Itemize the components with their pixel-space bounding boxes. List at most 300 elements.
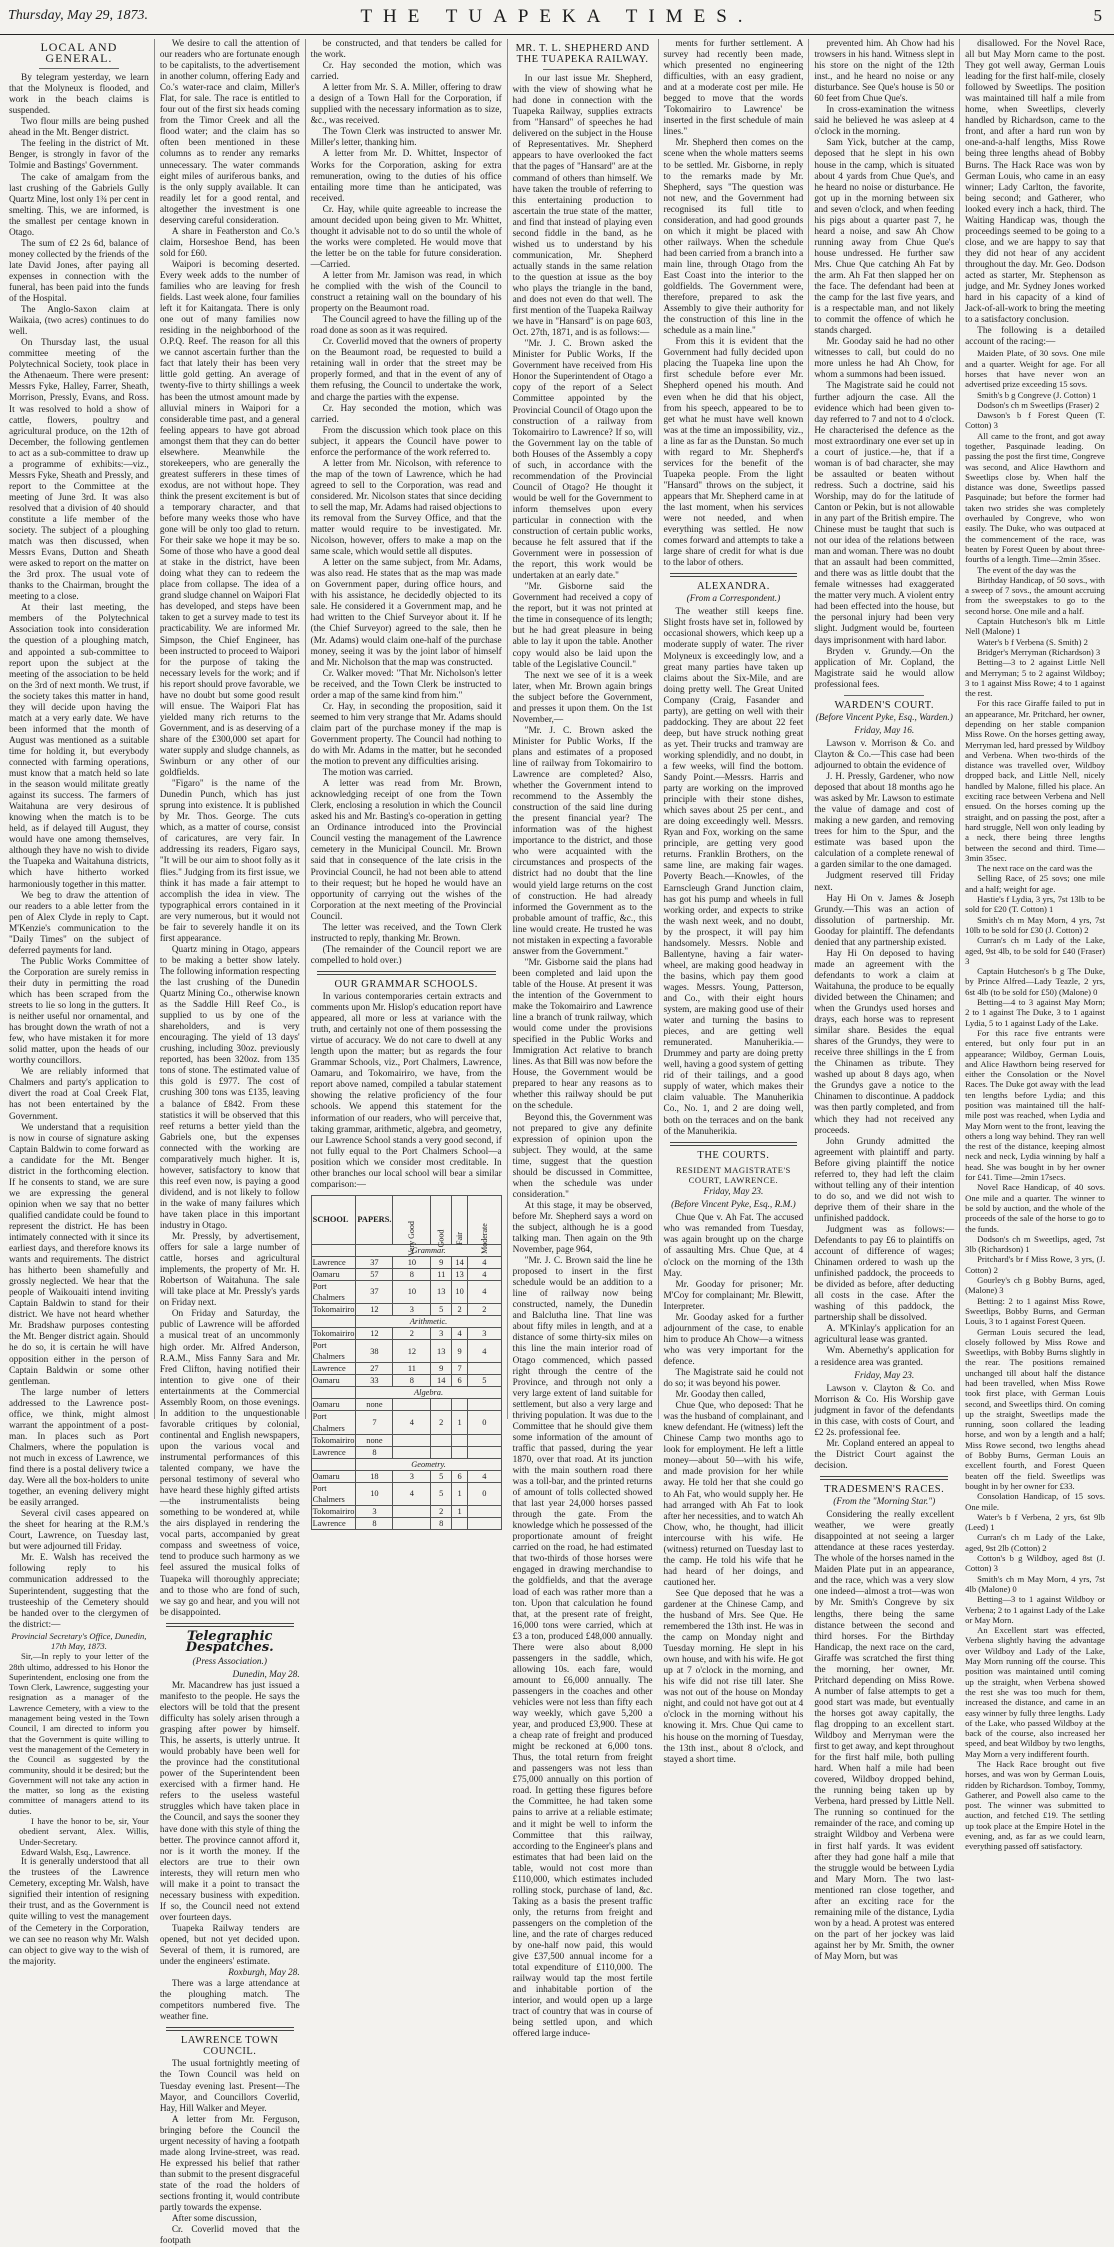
paragraph: Mr. Gooday then called, [675,1390,766,1401]
column-6 [808,39,959,1962]
rm-court-before: (Before Vincent Pyke, Esq., R.M.) [671,1200,796,1211]
paragraph: Betting—3 to 2 against Little Nell and Merryman; 5 to 2 against Wildboy; 3 to 1 against Miss Rowe; 4 to 1 against the rest. [965,657,1105,699]
section-heading-telegraphic: Telegraphic Despatches. [185,1628,274,1655]
paragraph: In cross-examination the witness said he believed he was asleep at 4 o'clock in the morning. [814,105,955,138]
paragraph: Mr. Pressly, by advertisement, offers for sale a large number of cattle, horses and agricultural implements, the property of Mr. H. Robertson of Waitahuna. The sale will take place at Mr. Pressly's yards on Friday next. [159,1232,300,1309]
warden-paragraphs-2 [814,1384,954,1472]
grammar-text: In various contemporaries certain extracts and comments upon Mr. Hislop's education report have appeared, all more or less at variance with the truth, and certainly not one of them possessing the virtue of accuracy. We do not care to dwell at any length upon the matter; but as regards the four Grammar Schools, viz., Port Chalmers, Lawrence, Oamaru, and Tokomairiro, we have, from the report above named, compiled a tabular statement showing the relative proficiency of the four schools. We append this statement for the information of our readers, who will perceive that, taking grammar, arithmetic, algebra, and geometry, our Lawrence School stands a very good second, if not fully equal to the Port Chalmers School—a position which we consider most creditable. In other branches our local school will bear a similar comparison:— [310,991,502,1190]
table-cell: 13 [452,1268,468,1280]
paragraph: Smith's b g Congreve (J. Cotton) 1 [977,389,1097,400]
table-row [311,1375,501,1387]
section-divider [844,695,924,696]
paragraph: The sum of £2 2s 6d, balance of money collected by the friends of the late David Jones, after paying all expenses in connection with the funeral, has been paid into the funds of the Hospital. [9,238,149,305]
paragraph: We beg to draw the attention of our readers to a able letter from the pen of Alex Clyde in reply to Capt. M'Kenzie's communication to the "Daily Times" on the subject of deferred payments for land. [9,890,149,956]
council-continued [311,39,502,967]
table-cell [452,1446,468,1458]
table-header-label: Very Good [407,1220,417,1256]
table-row [311,1280,501,1303]
table-cell: Port Chalmers [311,1340,356,1363]
races-subheading: (From the "Morning Star.") [833,1497,936,1508]
court-continued [814,39,954,691]
paragraph: For this race five entrants were entered, but only four put in an appearance; Wildboy, German Louis, and Alice Hawthorn being reserved for either the Consolation or the Novel Races. The Duke got away with the lead ten lengths before Lydia; and this position was maintained till the half-mile post was reached, when Lydia and May Morn went to the front, leaving the others a long way behind. They ran well the rest of the distance, keeping almost neck and neck, Lydia winning by half a head. She was bought in by her owner for £41. Time—2min 17secs. [965,1027,1105,1183]
table-row [311,1505,501,1517]
paragraph: Mr. Copland entered an appeal to the District Court against the decision. [814,1438,955,1471]
paragraph: Dodson's ch m Sweetlips (Fraser) 2 [977,399,1100,410]
paragraph: The usual fortnightly meeting of the Town Council was held on Tuesday evening last. Present—The Mayor, and Councillors Coverlid, Hay, Hill Walker and Meyer. [159,2059,300,2114]
paragraph: A letter on the same subject, from Mr. Adams, was also read. He states that as the map was made on Government paper, during office hours, and with his assistance, he decidedly objected to its sale. He considered it a Government map, and he had written to the Chief Surveyor about it. If he (the Chief Surveyor) agreed to the sale, then he (Mr. Adams) would claim one-half of the purchase money, seeing it was by the joint labor of himself and Mr. Nicholson that the map was constructed. [310,558,502,668]
warden-date: Friday, May 16. [854,725,915,736]
column-5 [658,39,809,1765]
paragraph: A letter from Mr. S. A. Miller, offering to draw a design of a Town Hall for the Corporation, if supplied with the necessary information as to size, &c., was received. [310,83,502,127]
table-header-cell [452,1195,468,1244]
paragraph: The motion was carried. [322,768,414,779]
table-cell [452,1434,468,1446]
table-cell: 6 [452,1470,468,1482]
paragraph: Mr. Gooday asked for a further adjournment of the case, to enable him to produce Ah Chow—a witness who was very important for the defence. [663,1312,804,1367]
table-cell: 8 [393,1375,431,1387]
table-cell: 6 [452,1375,468,1387]
paragraph: For this race Giraffe failed to put in an appearance, Mr. Pritchard, her owner, depending on her stable companion Miss Rowe. On the horses getting away, Merryman led, hard pressed by Wildboy and Verbena. When two-thirds of the distance was travelled over, Wildboy dropped back, and Little Nell, nicely handled by Malone, filled his place. An exciting race between Verbena and Nell ensued. On the horses coming up the straight, and on passing the post, after a hard struggle, Nell won only leading by a neck, there being three lengths between the second and third. Time—3min 35sec. [965,698,1105,863]
table-cell: Port Chalmers [311,1482,356,1505]
paragraph: "Mr. Gisborne said the Government had received a copy of the report, but it was not printed at the time in consequence of its length; but he had great pleasure in being able to lay it upon the table. Another copy would also be laid upon the table of the Legislative Council." [512,582,653,670]
paragraph: The Anglo-Saxon claim at Waikaia, (two acres) continues to do well. [9,305,149,338]
paragraph: Bryden v. Grundy.—On the application of Mr. Copland, the Magistrate said he would allow professional fees. [814,646,955,690]
paragraph: Considering the really excellent weather, we were greatly disappointed at not seeing a larger attendance at these races yesterday. The whole of the horses named in the Maiden Plate put in an appearance, and the race, which was a very slow one indeed—almost a trot—was won by Mr. Smith's Congreve by six lengths, there being the same distance between the second and third horses. For the Birthday Handicap, the next race on the card, Giraffe was scratched the first thing the morning, her owner, Mr. Pritchard depending on Miss Rowe. A number of false attempts to get a good start was made, but eventually the horses got away capitally, the flag dropping to an excellent start. Wildboy and Merryman were the first to get away, and kept throughout for the first half mile, both pulling hard. When half a mile had been covered, Wildboy dropped behind, the running being taken up by Verbena, hard pressed by Little Nell. The running so continued for the remainder of the race, and coming up straight Wildboy and Verbena were in first half yards. It was evident after they had gone half a mile that the struggle would be between Lydia and Mary Morn. The two last-mentioned ran close together, and after an exciting race for the remaining mile of the distance, Lydia won by a head. A protest was entered on the part of her jockey was laid against her by Mr. Smith, the owner of May Morn, but was [814,1510,955,1962]
table-cell: 1 [452,1505,468,1517]
paragraph: At this stage, it may be observed, before Mr. Shepherd says a word on the subject, although he is a good talking man. Then again on the 9th November, page 964, [512,1200,653,1256]
section-divider [166,1623,294,1627]
section-heading-grammar: OUR GRAMMAR SCHOOLS. [334,978,478,990]
paragraph: Pritchard's br f Miss Rowe, 3 yrs, (J. Cotton) 2 [965,1254,1105,1275]
paragraph: Maiden Plate, of 30 sovs. One mile and a quarter. Weight for age. For all horses that have never won an advertised prize exceeding 15 sovs. [965,348,1105,390]
section-divider [317,971,496,975]
table-section-label: Algebra. [356,1387,501,1399]
letter-signature: I have the honor to be, sir, Your obedient servant, Alex. Willis, Under-Secretary. [19,1816,149,1847]
paragraph: "Mr. J. C. Brown asked the Minister for Public Works, If the plans and estimates of a proposed line of railway from Tokomairiro to Lawrence are completed? Also, whether the Government intend to recommend to the Assembly the construction of the said line during the present financial year? The information was of the highest importance to the district, and those who were acquainted with the circumstances and prospects of the district had no doubt that the line would yield large returns on the cost of construction. He had already informed the Government as to the probable amount of traffic, &c., this line would create. He trusted he was not mistaken in expecting a favorable answer from the Government." [512,725,653,957]
newspaper-title: THE TUAPEKA TIMES. [360,6,754,27]
table-cell [468,1505,502,1517]
table-row [311,1268,501,1280]
table-cell: 14 [431,1375,452,1387]
table-row [311,1517,501,1529]
table-cell [311,1458,356,1470]
paragraph: In our last issue Mr. Shepherd, with the view of showing what he had done in connection with the Tuapeka Railway, supplies extracts from "Hansard" of speeches he had delivered on the subject in the House of Representatives. Mr. Shepherd appears to have overlooked the fact that the pages of "Hansard" are at the command of others than himself. We have taken the trouble of referring to this entertaining production to ascertain the true state of the matter, and find that instead of playing even second fiddle in the band, as he wished us to understand by his communication, Mr. Shepherd actually stands in the same relation to the question at issue as the boy who plays the triangle in the band, and does not even do that well. The first mention of the Tuapeka Railway we have in "Hansard" is on page 603, Oct. 27th, 1871, and is as follows:— [512,74,653,339]
paragraph: See Que deposed that he was a gardener at the Chinese Camp, and the husband of Mrs. See Que. He remembered the 13th inst. He was in the camp on Monday night and Tuesday morning. He slept in his own house, and with his wife. He got up at 7 o'clock in the morning, and his wife did not rise till later. She was not out of the house on Monday night, and could not have got out at 4 o'clock in the morning without his knowing it. Mrs. Chue Qui came to his house on the morning of Tuesday, the 13th inst., about 8 o'clock, and stayed a short time. [663,1588,804,1765]
table-cell: 7 [356,1411,393,1434]
table-cell: 11 [393,1363,431,1375]
table-cell: 37 [356,1280,393,1303]
paragraph: Betting—3 to 1 against Wildboy or Verbena; 2 to 1 against Lady of the Lake or May Morn. [965,1594,1105,1625]
table-row [311,1256,501,1268]
paragraph: ments for further settlement. A survey had recently been made, which presented no engineering difficulties, with an easy gradient, and at a moderate cost per mile. He begged to move that the words 'Tokomairiro to Lawrence' be inserted in the first schedule of main lines." [663,39,804,138]
table-cell: 0 [468,1482,502,1505]
table-section-label: Grammar. [356,1244,501,1256]
telegraphic-item: Tuapeka Railway tenders are opened, but not yet decided upon. Several of them, it is rumored, are under the engineers' estimate. [159,1923,300,1968]
rm-court-date: Friday, May 23. [703,1187,764,1198]
paragraph: Selling Race, of 25 sovs; one mile and a half; weight for age. [965,873,1105,894]
table-cell: 3 [356,1505,393,1517]
table-cell: 2 [431,1411,452,1434]
paragraph: Lawson v. Clayton & Co. and Morrison & Co. His Worship gave judgment in favor of the defendants in this case, with costs of Court, and £2 2s. professional fee. [814,1383,955,1438]
table-cell: 4 [468,1340,502,1363]
paragraph: Judgment was as follows:—Defendants to pay £6 to plaintiffs on account of difference of wages; Chinamen ordered to wash up the unfinished paddock, the proceeds to be divided as before, after deducting all costs in the case. After the washing of this paddock, the partnership shall be dissolved. [814,1224,955,1324]
paragraph: be constructed, and that tenders be called for the work. [310,39,502,61]
table-header-cell: SCHOOL [311,1195,356,1244]
paragraph: Captain Hutcheson's blk m Little Nell (Malone) 1 [965,616,1105,637]
table-row [311,1446,501,1458]
paragraph: J. H. Pressly, Gardener, who now deposed that about 18 months ago he was asked by Mr. Lawson to estimate the value of damage and cost of making a new garden, and removing trees for him to the Spur, and the estimate was based upon the calculation of a complete renewal of a garden similar to the one damaged. [814,772,955,871]
table-cell [468,1517,502,1529]
section-heading-courts: THE COURTS. [697,1149,770,1161]
table-cell: 5 [431,1482,452,1505]
table-cell: 5 [468,1375,502,1387]
paragraph: Wm. Abernethy's application for a residence area was granted. [814,1346,955,1368]
table-cell: 2 [452,1304,468,1316]
paragraph: Hay Hi On deposed to having made an agreement with the defendants to work a claim at Waitahuna, the produce to be equally divided between the Chinamen; and when the Grundys used horses and drays, each horse was to represent similar share. Besides the equal shares of the Grundys, they were to receive three shillings in the £ from the Chinamen as tribute. They washed up about 8 days ago, when the Grundys gave a notice to the Chinamen to discontinue. A paddock was then partly completed, and from which they had not received any proceeds. [814,948,955,1136]
rm-court-heading: RESIDENT MAGISTRATE'S COURT, LAWRENCE. [676,1164,791,1185]
table-cell [452,1399,468,1411]
table-cell: 4 [393,1482,431,1505]
table-cell: 13 [431,1340,452,1363]
paragraph: Sam Yick, butcher at the camp, deposed that he slept in his own house in the camp, which is situated about 4 yards from Chue Que's, and he heard no noise or disturbance. He got up in the morning between six and seven o'clock, and when feeding his pigs about a quarter past 7, he heard a noise, and saw Ah Chow running away from Chue Que's house undressed. He further saw Mrs. Chue Que catching Ah Fat by the arm. Ah Fat then slapped her on the face. The defendant had been at the camp for the last five years, and is a respectable man, and not likely to commit the offence of which he stands charged. [814,138,955,337]
section-heading-warden: WARDEN'S COURT. [834,699,935,711]
table-cell [393,1517,431,1529]
table-body [311,1244,501,1529]
table-cell [431,1434,452,1446]
table-cell: Tokomairiro [312,1435,355,1445]
column-3 [305,39,507,1528]
paragraph: "Figaro" is the name of the Dunedin Punch, which has just sprung into existence. It is published by Mr. Thos. George. The cuts which, as a matter of course, consist of caricatures, are very fair. In addressing its readers, Figaro says, "It will be our aim to shoot folly as it flies." Judging from its first issue, we think it has made a fair attempt to accomplish the idea in view. The typographical errors contained in it are very numerous, but it would not be fair to severely handle it on its first appearance. [159,779,300,944]
table-cell: 13 [431,1280,452,1303]
paragraph: The weather still keeps fine. Slight frosts have set in, followed by occasional showers, which keep up a moderate supply of water. The river Molyneux is exceedingly low, and a great many parties have taken up claims about the Six-Mile, and are doing pretty well. The Great United Company (Craig, Fasander and party), are getting on well with their paddocking. They are about 22 feet deep, but have struck nothing great as yet. Their trucks and tramway are working splendidly, and no doubt, in a few weeks, will find the bottom. Sandy Point.—Messrs. Harris and party are working on the improved principle with their stone dishes, which saves about 25 per cent., and are doing exceedingly well. Messrs. Ryan and Fox, working on the same principle, are getting very good returns. Franklin Brothers, on the same line, are making fair wages. Poverty Beach.—Knowles, of the Earnscleugh Grand Junction claim, has got his pump and wheels in full working order, and expects to strike the wash next week, and no doubt, by the prospect, it will pay him handsomely. Messrs. Noble and Ballentyne, having a fair water-wheel, are making good headway in the basins, which pay them good wages. Messrs. Young, Patterson, and Co., with their eight hours system, are making good use of their water and turning the basins to pieces, and are getting well remunerated. Manuherikia.—Drummey and party are doing pretty well, having a good system of getting rid of their tailings, and a good supply of water, which makes their claim valuable. The Manuherikia Co., No. 1, and 2 are doing well, both on the terraces and on the bank of the Manuherikia. [663,607,804,1137]
table-cell: 9 [431,1363,452,1375]
table-cell [468,1399,502,1411]
table-cell: 14 [452,1256,468,1268]
table-cell: Lawrence [311,1517,356,1529]
table-cell: 8 [356,1446,393,1458]
table-row [311,1328,501,1340]
table-row [311,1304,501,1316]
table-cell: 11 [431,1268,452,1280]
section-heading-shepherd: MR. T. L. SHEPHERD AND THE TUAPEKA RAILWAY. [515,43,650,66]
paragraph: A. M'Kinlay's application for an agricultural lease was granted. [814,1324,955,1346]
warden-before: (Before Vincent Pyke, Esq., Warden.) [815,712,953,723]
table-cell: 12 [356,1304,393,1316]
paragraph: Lawson v. Morrison & Co. and Clayton & Co.—This case had been adjourned to obtain the evidence of [814,738,955,771]
paragraph: "Mr. J. C. Brown said the line he proposed to insert in the first schedule would be an addition to a line of railway now being constructed, namely, the Dunedin and Balclutha line. That line was about fifty miles in length, and at a distance of some thirty-six miles on this line the main interior road of Otago commenced, which passed right through the centre of the Province, and through not only a very large extent of land suitable for settlement, but also a very large and thriving population. It was due to the Committee that he should give them some information of the amount of traffic that passed, during the year 1870, over that road. At its junction with the main southern road there was a toll-bar, and the printed returns of amount of tolls collected showed that last year 24,000 horses passed through the gate. From the knowledge which he possessed of the proportionate amount of freight carried on the road, he had estimated that two-thirds of those horses were engaged in drawing merchandise to the goldfields, and that the average load of each was rather more than a ton. Upon that calculation he found that, at the present rate of freight, 16,000 tons were carried, which at £3 a ton, produced £48,000 annually. There were also about 8,000 passengers in the saddle, which, allowing 10s. each fare, would amount to £6,000 annually. The passengers in the coaches and other vehicles were not less than fifty each way weekly, which gave 5,200 a year, and produced £3,900. These at a cheap rate of freight and produced might be reckoned at 6,000 tons. Thus, the total return from freight and passengers was not less than £75,000 annually on this portion of road. In getting these figures before the Committee, he had taken some pains to arrive at a reliable estimate; and it might be well to inform the Committee that this railway, according to the Engineer's plans and estimates that had been laid on the table, would not cost more than £110,000, which estimates included rolling stock, purchase of land, &c. Taking as a basis the present traffic only, the returns from freight and passengers on the completion of the line, and the rate of charges reduced by one-half now paid, this would give £37,500 annual income for a total expenditure of £110,000. The railway would tap the most fertile and inhabitable portion of the interior, and would open up a large tract of country that was in course of being settled upon, and which offered large induce- [512,1256,653,2040]
table-cell: 37 [356,1256,393,1268]
paragraph: The next race on the card was the [977,863,1093,874]
paragraph: Quartz mining in Otago, appears to be making a better show lately. The following information respecting the last crushing of the Dunedin Quartz Mining Co., otherwise known as the Saddle Hill Reef Co., is supplied to us by one of the shareholders, and is very encouraging. The yield of 13 days' crushing, including 30oz. previously reported, has been 320oz. from 135 tons of stone. The estimated value of this gold is £977. The cost of crushing 300 tons was £135, leaving a balance of £842. From these statistics it will be observed that this reef returns a better yield than the Gabriels one, but the expenses connected with the working are comparatively much higher. It is, however, satisfactory to know that this reef even now, is paying a good dividend, and is not likely to follow in the wake of many failures which have taken place in this important industry in Otago. [159,944,300,1232]
table-cell: 2 [468,1304,502,1316]
heading-rule [39,68,119,69]
paragraph: "Mr. J. C. Brown asked the Minister for Public Works, If the Government have received from His Honor the Superintendent of Otago a copy of the report of a Select Committee appointed by the Provincial Council of Otago upon the construction of a railway from Tokomairiro to Lawrence? If so, will the Government lay on the table of both Houses of the Assembly a copy of such, in accordance with the recommendation of the Provincial Council of Otago? He thought it would be well for the Government to inform themselves upon every particular in connection with the construction of certain public works, because he felt assured that if the Government were in possession of the report, this work would be undertaken at an early date." [512,339,653,582]
section-heading-alexandra: ALEXANDRA. [696,581,770,593]
table-cell: 8 [393,1268,431,1280]
paragraph: A letter from Mr. Ferguson, bringing before the Council the urgent necessity of having a footpath made along Irvine-street, was read. He expressed his belief that rather than submit to the present disgraceful state of the road the holders of sections fronting it, would contribute partly towards the expense. [159,2114,300,2214]
paragraph: The Magistrate said he could not further adjourn the case. All the evidence which had been given to-day referred to 7 and not to 4 o'clock. He characterised the defence as the most extraordinary one ever set up in a court of justice.—he, that if a woman is of bad character, she may be assaulted or beaten without redress. Such a doctrine, said his Worship, may do for the latitude of Canton or Pekin, but is not allowable in any part of the British empire. The Chinese must be taught that such is not our idea of the relations between man and woman. There was no doubt that an assault had been committed, and there was as little doubt that the female witnesses had exaggerated the matter very much. A violent entry had been effected into the house, but the personal injury had been very slight. Judgment would be, fourteen days imprisonment with hard labor. [814,381,955,646]
table-cell: Oamaru [311,1375,356,1387]
grammar-schools-table [311,1195,502,1530]
paragraph: All came to the front, and got away together, Pasquinade leading. On passing the post the first time, Congreve was second, and Alice Hawthorn and Sweetlips close by. When half the distance was done, Sweetlips passed Pasquinade; but before the former had taken two strides she was completely overhauled by Congreve, who won easily. The Duke, who was outpaced at the commencement of the race, was beaten by Forest Queen by about three-fourths of a length. Time—2min 35sec. [965,430,1105,565]
table-cell: 8 [356,1517,393,1529]
paragraph: From this it is evident that the Government had fully decided upon placing the Tuapeka line upon the first schedule before ever Mr. Shepherd opened his mouth. And even when he did that his object, from his speech, appeared to be to get what he must have well known was at the time an impossibility, viz., a line as far as the Dunstan. So much with regard to Mr. Shepherd's services for the benefit of the Tuapeka people. From the light "Hansard" throws on the subject, it appears that Mr. Shepherd came in at the last moment, when his services were not needed, and when everything was settled. He now comes forward and attempts to take a large share of credit for what is due to the labor of others. [663,337,804,569]
table-section-row [311,1458,501,1470]
paragraph: A letter from Mr. Jamison was read, in which he complied with the wish of the Council to construct a retaining wall on the boundary of his property on the Beaumont road. [310,270,502,315]
table-cell: 10 [393,1280,431,1303]
race-results [965,348,1105,1851]
table-section-label: Geometry. [356,1458,501,1470]
table-cell: 27 [356,1363,393,1375]
issue-date: Thursday, May 29, 1873. [8,8,148,23]
paragraph: A letter was read from Mr. Brown, acknowledging receipt of one from the Town Clerk, enclosing a resolution in which the Council asked his and Mr. Basting's co-operation in getting an Ordinance introduced into the Provincial Council vesting the management of the Lawrence cemetery in the Municipal Council. Mr. Brown said that in consequence of the late crisis in the Provincial Council, he had not been able to attend to their request; but he hoped he would have an opportunity of carrying out the wishes of the Corporation at the next meeting of the Provincial Council. [310,779,502,922]
paragraph: By telegram yesterday, we learn that the Molyneux is flooded, and work in the beach claims is suspended. [9,73,149,117]
table-header-label: Fair [455,1231,465,1245]
table-cell: 4 [452,1328,468,1340]
paragraph: Water's b f Verbena (S. Smith) 2 [977,636,1088,647]
warden-date-2: Friday, May 23. [854,1370,915,1381]
paragraph: Curran's ch m Lady of the Lake, aged, 9st 4lb, to be sold for £40 (Fraser) 3 [965,935,1105,966]
table-cell: 3 [393,1304,431,1316]
paragraph: Cr. Hay seconded the motion, which was carried. [310,403,502,425]
paragraph: A share in Featherston and Co.'s claim, Horseshoe Bend, has been sold for £60. [159,226,300,259]
table-header-cell [431,1195,452,1248]
paragraph: Captain Hutcheson's b g The Duke, by Prince Alfred—Lady Teazle, 2 yrs, 6st 4lb (to be sold for £50) (Malone) 0 [965,966,1105,997]
paragraph: prevented him. Ah Chow had his trowsers in his hand. Witness slept in his store on the night of the 12th inst., and he heard no noise or any disturbance. See Que's house is 50 or 60 feet from Chue Que's. [814,39,955,105]
paragraph: Dawson's b f Forest Queen (T. Cotton) 3 [965,410,1105,431]
table-cell: 4 [393,1411,431,1434]
letter-heading: Provincial Secretary's Office, Dunedin, 17th May, 1873. [11,1630,147,1651]
table-row [311,1340,501,1363]
local-closing: It is generally understood that all the trustees of the Lawrence Cemetery, excepting Mr. Walsh, have signified their intention of resigning their trust, and as the Government is quite willing to vest the management of the Cemetery in the Corporation, we can see no reason why Mr. Walsh can object to give way to the wish of the majority. [9,1857,149,1967]
table-cell [393,1446,431,1458]
paragraph: Curran's ch m Lady of the Lake, aged, 9st 2lb (Cotton) 2 [965,1532,1105,1553]
races-continued [965,39,1105,348]
table-cell [452,1517,468,1529]
table-cell: 4 [468,1280,502,1303]
paragraph: The letter was received, and the Town Clerk instructed to reply, thanking Mr. Brown. [310,922,502,944]
column-1 [4,39,154,1967]
paragraph: Cr. Hay, while quite agreeable to increase the amount decided upon being given to Mr. Whittet, thought it advisable not to do so until the whole of the works were completed. He would move that the letter be on the table for future consideration.—Carried. [310,204,502,270]
table-header-cell: PAPERS. [356,1195,393,1244]
table-cell: Lawrence [311,1446,356,1458]
alexandra-paragraphs [664,607,804,1137]
table-cell [311,1244,356,1256]
table-cell: Lawrence [311,1363,356,1375]
paragraph: The Town Clerk was instructed to answer Mr. Miller's letter, thanking him. [310,127,502,149]
paragraph: Beyond this, the Government was not prepared to give any definite expression of opinion upon the subject. They would, at the same time, suggest that the question should be discussed in Committee, when the schedule was under consideration." [512,1112,653,1200]
paragraph: On Thursday last, the usual committee meeting of the Polytechnical Society, took place in the Athenaeum. There were present: Messrs Fyke, Halley, Farrer, Sheath, Morrison, Pressly, Evans, and Ross. It was resolved to hold a show of cattle, flowers, poultry and agricultural produce, on the 12th of December, the following gentlemen to act as a sub-committee to draw up a programme of exhibits:—viz., Messrs Fyke, Sheath and Pressly, and report to the Committee at the meeting of June 3rd. It was also resolved that a division of 40 should constitute a life member of the society. The subject of a ploughing match was then discussed, when Messrs Evans, Dutton and Sheath were asked to report on the matter on the 3rd prox. The usual vote of thanks to the Chairman, brought the meeting to a close. [9,338,149,603]
paragraph: A letter from Mr. D. Whittet, Inspector of Works for the Corporation, asking for extra remuneration, owing to the duties of his office entailing more time than he anticipated, was received. [310,149,502,204]
table-header-cell [468,1195,502,1254]
paragraph: An Excellent start was effected, Verbena slightly having the advantage over Wildboy and Lady of the Lake, May Morn running off the course. This position was maintained until coming up the straight, when Verbena showed the rest she was too much for them, increased the distance, and came in an easy winner by fully three lengths. Lady of the Lake, who passed Wildboy at the back of the course, also increased her speed, and beat Wildboy by two lengths, May Morn a very indifferent fourth. [965,1625,1105,1759]
paragraph: The cake of amalgam from the last crushing of the Gabriels Gully Quartz Mine, lost only 1¾ per cent in smelting. This, we are informed, is the smallest per centage known in Otago. [9,172,149,238]
table-cell: Lawrence [311,1256,356,1268]
table-cell: 4 [468,1470,502,1482]
col2-paragraphs [160,39,300,1619]
dateline: Roxburgh, May 28. [228,1968,300,1979]
paragraph: Gourley's ch g Bobby Burns, aged, (Malone) 3 [965,1275,1105,1296]
paragraph: Mr. Gooday said he had no other witnesses to call, but could do no more unless he had Ah Chow, for whom a summons had been issued. [814,337,955,381]
dateline: Dunedin, May 28. [232,1669,300,1680]
table-section-row [311,1316,501,1328]
table-cell: 9 [431,1256,452,1268]
table-cell [468,1363,502,1375]
table-section-label: Arithmetic. [356,1316,501,1328]
paragraph: The large number of letters addressed to the Lawrence post-office, we think, might almost warrant the appointment of a post-man. In places such as Port Chalmers, where the population is not much in excess of Lawrence, we find there is a postal delivery twice a day. Were all the box-holders to unite together, an evening delivery might be easily arranged. [9,1387,149,1509]
shepherd-continued [664,39,804,569]
paragraph: Two flour mills are being pushed ahead in the Mt. Benger district. [9,117,149,139]
heading-rule [543,69,623,70]
section-divider [166,2027,294,2031]
table-cell: Oamaru [311,1268,356,1280]
columns [4,39,1110,2247]
paragraph: Smith's ch m May Morn, 4 yrs, 7st 4lb (Malone) 0 [965,1573,1105,1594]
paragraph: Cr. Hay, in seconding the proposition, said it seemed to him very strange that Mr. Adams should claim part of the purchase money if the map is Government property. The Council had nothing to do with Mr. Adams in the matter, but he seconded the motion to prevent any difficulties arising. [310,701,502,768]
paragraph: From the discussion which took place on this subject, it appears the Council have power to enforce the performance of the work referred to. [310,425,502,458]
table-header-label: Good [436,1229,446,1248]
paragraph: Hay Hi On v. James & Joseph Grundy.—This was an action of dissolution of partnership. Mr. Gooday for plaintiff. The defendants denied that any partnership existed. [814,893,955,948]
table-cell: 7 [452,1363,468,1375]
table-cell: 4 [468,1256,502,1268]
telegraphic-item: Mr. Macandrew has just issued a manifesto to the people. He says the electors will be told that the present difficulty has solely arisen through a grasping after power by himself. This, he asserts, is utterly untrue. It would probably have been well for the province had the constitutional power of the Superintendent been exercised with a firmer hand. He refers to the useless wasteful struggles which have taken place in the Council, and says the sooner they have done with this style of thing the better. The province cannot afford it, nor is it worth the money. If the electors are true to their own interests, they will return men who will make it a point to transact the necessary business with expedition. If so, the Council need not extend over fourteen days. [159,1680,300,1923]
table-cell: 0 [468,1411,502,1434]
table-row [311,1399,501,1411]
table-cell: 33 [356,1375,393,1387]
table-cell: Port Chalmers [311,1280,356,1303]
table-cell: 10 [393,1256,431,1268]
table-row [311,1434,501,1446]
paragraph: Cr. Walker moved: "That Mr. Nicholson's letter be received, and the Town Clerk be instructed to order a map of the same kind from him." [310,668,502,701]
paragraph: John Grundy admitted the agreement with plaintiff and party. Before giving plaintiff the notice referred to, they had left the claim without telling any of their intention to do so, and we did not wish to deprive them of their share in the unfinished paddock. [814,1136,955,1224]
paragraph: The feeling in the district of Mt. Benger, is strongly in favor of the Tolmie and Bastings' Government. [9,139,149,172]
table-cell [393,1505,431,1517]
warden-paragraphs [814,739,954,1369]
table-cell: 3 [468,1328,502,1340]
paragraph: "Mr. Gisborne said the plans had been completed and laid upon the table of the House. At present it was the intention of the Government to make the Tokomairiro and Lawrence line a branch of trunk railway, which would come under the provisions specified in the Public Works and Immigration Act relative to branch lines. As that Bill was now before the House, the Government would be prepared to hear any reasons as to whether this railway should be put on the schedule. [512,957,653,1112]
paragraph: Cr. Hay seconded the motion, which was carried. [310,61,502,83]
paragraph: German Louis secured the lead, closely followed by Miss Rowe and Sweetlips, with Bobby Burns slightly in the rear. The positions remained unchanged till about half the distance had been travelled, when Miss Rowe took first place, with German Louis second, and Sweetlips third. On coming up the straight, Sweetlips made the running, soon collared the leading horse, and won by a length and a half; Miss Rowe second, two lengths ahead of Bobby Burns, German Louis an excellent fourth, and Forest Queen beaten off the field. Sweetlips was bought in by her owner for £33. [965,1326,1105,1491]
paragraph: Hastie's f Lydia, 3 yrs, 7st 13lb to be sold for £20 (T. Cotton) 1 [965,894,1105,915]
paragraph: Cr. Coverlid moved that the footpath [159,2225,300,2247]
table-cell: 5 [431,1470,452,1482]
table-cell: 57 [356,1268,393,1280]
table-cell: none [356,1434,393,1446]
table-cell: 1 [452,1411,468,1434]
paragraph: Chue Que, who deposed: That he was the husband of complainant, and knew defendant. He (witness) left the Chinese Camp two months ago to look for employment. He left a little money—about 50—with his wife, and made provision for her while away. He told her that she could go to Ah Fat, who would supply her. He had arranged with Ah Fat to look after her necessities, and to watch Ah Chow, who, he thought, had illicit intercourse with his wife. He (witness) returned on Tuesday last to the camp. He told his wife that he had heard of her doings, and cautioned her. [663,1401,804,1588]
table-row [311,1411,501,1434]
paragraph: The following is a detailed account of the racing:— [965,326,1105,348]
table-cell: 12 [356,1328,393,1340]
paragraph: Cr. Coverlid moved that the owners of property on the Beaumont road, be requested to build a retaining wall in order that the street may be properly formed, and that in the event of any of them refusing, the Council to undertake the work, and charge the parties with the expense. [310,337,502,403]
paragraph: Bridger's Merryman (Richardson) 3 [977,646,1101,657]
table-cell: Oamaru [311,1470,356,1482]
table-cell: 4 [468,1268,502,1280]
paragraph: Mr. E. Walsh has received the following reply to his communication addressed to the Superintendent, suggesting that the trusteeship of the Cemetery should be handed over to the clergymen of the district:— [9,1553,149,1630]
table-cell: 18 [356,1470,393,1482]
alexandra-subheading: (From a Correspondent.) [686,594,781,605]
paragraph: We understand that a requisition is now in course of signature asking Captain Baldwin to come forward as a candidate for the Mt. Benger district in the forthcoming election. If he consents to stand, we are sure we are expressing the general opinion when we say that no better qualified candidate could be found to represent the district. He has been intimately connected with it since its earliest days, and therefore knows its wants and requirements. The district has hitherto been shamefully and grossly neglected. We hear that the people of Waikouaiti intend inviting Captain Baldwin to stand for their district. We have not heard whether Mr. Bradshaw purposes contesting the Mt. Benger district again. Should he do so, it is certain he will have opposition either in the person of Captain Baldwin or some other gentleman. [9,1122,149,1387]
table-cell: 3 [393,1470,431,1482]
table-row [311,1482,501,1505]
table-cell: Tokomairiro [312,1506,355,1516]
table-cell: 2 [393,1328,431,1340]
table-cell [311,1316,356,1328]
table-cell [431,1399,452,1411]
table-cell: Tokomairiro [312,1329,355,1339]
table-cell [393,1434,431,1446]
paragraph: Chue Que v. Ah Fat. The accused who was remanded from Tuesday, was again brought up on the charge of assaulting Mrs. Chue Que, at 4 o'clock on the morning of the 13th May. [663,1213,804,1279]
shepherd-paragraphs [513,74,653,2040]
table-cell: 3 [431,1328,452,1340]
table-cell: 12 [393,1340,431,1363]
table-cell: 8 [431,1517,452,1529]
table-section-row [311,1387,501,1399]
paragraph: (The remainder of the Council report we are compelled to hold over.) [310,944,502,966]
paragraph: Betting—4 to 3 against May Morn; 2 to 1 against The Duke, 3 to 1 against Lydia, 5 to 1 against Lady of the Lake. [965,997,1105,1028]
paragraph: Dodson's ch m Sweetlips, aged, 7st 3lb (Richardson) 1 [965,1233,1105,1255]
section-divider [670,1142,798,1146]
paragraph: The Public Works Committee of the Corporation are surely remiss in their duty in permitting the road which has been scraped from the streets to lie so long in the gutters. It is neither useful nor ornamental, and has brought down the wrath of not a few, who have mistaken it for more solid matter, upon the heads of our worthy councillors. [9,956,149,1067]
paragraph: Novel Race Handicap, of 40 sovs. One mile and a quarter. The winner to be sold by auction, and the whole of the proceeds of the sale of the horse to go to the funds. [965,1182,1105,1234]
paragraph: The next we see of it is a week later, when Mr. Brown again brings the subject before the Government, and presses it upon them. On the 1st November,— [512,670,653,725]
paragraph: The Hack Race brought out five horses, and was won by German Louis, ridden by Richardson. Tomboy, Tommy, Gatherer, and Powell also came to the post. The winner was submitted to auction, and fetched £19. The settling up took place at the Empire Hotel in the evening, and, as far as we could learn, everything passed off satisfactory. [965,1758,1105,1852]
council-paragraphs [160,2059,300,2247]
paragraph: Mr. Shepherd then comes on the scene when the whole matters seems to be settled. Mr. Gisborne, in reply to the remarks made by Mr. Shepherd, says "The question was not new, and the Government had recognised its full title to consideration, and had good grounds on which it might be placed with other railways. When the schedule had been carried from a branch into a main line, through Otago from the East Coast into the interior to the goldfields. The Government were, therefore, prepared to ask the Assembly to give their authority for the construction of this line in the schedule as a main line." [663,138,804,337]
column-7 [959,39,1110,1852]
paragraph: Cotton's b g Wildboy, aged 8st (J. Cotton) 3 [965,1553,1105,1574]
paragraph: At their last meeting, the members of the Polytechnical Association took into consideration the question of a ploughing match, and appointed a sub-committee to report upon the subject at the meeting of the association to be held on the 3rd of next month. We trust, if the society takes this matter in hand, they will decide upon having the match at a very early date. We have been informed that the month of August was mentioned as a suitable time for holding it, but everybody connected with farming operations, must know that a match held so late in the season would militate greatly against its success. The farmers of Waitahuna are very desirous of knowing when the match is to be held, as if delayed till August, they would have one among themselves, although they have no wish to divide the Tuapeka and Waitahuna districts, which have hitherto worked harmoniously together in this matter. [9,603,149,890]
rm-court-paragraphs [664,1213,804,1765]
table-cell: 10 [452,1280,468,1303]
table-header-label: Moderate [479,1222,489,1254]
table-cell: Tokomairiro [312,1305,355,1315]
races-paragraphs [814,1510,954,1963]
table-cell [468,1434,502,1446]
table-cell: 38 [356,1340,393,1363]
letter-recipient: Edward Walsh, Esq., Lawrence. [21,1846,131,1857]
table-cell [468,1446,502,1458]
table-cell: 10 [356,1482,393,1505]
section-divider [670,573,798,577]
telegraphic-items [160,1670,300,2024]
table-header-row [311,1195,501,1244]
table-cell: Port Chalmers [311,1411,356,1434]
table-cell: Oamaru [311,1399,356,1411]
table-row [311,1470,501,1482]
column-2 [154,39,305,2247]
section-heading-local: LOCAL AND GENERAL. [40,40,118,66]
paragraph: Consolation Handicap, of 15 sovs. One mile. [965,1491,1105,1512]
paragraph: The Council agreed to have the filling up of the road done as soon as it was required. [310,315,502,337]
section-heading-council: LAWRENCE TOWN COUNCIL. [180,2035,279,2058]
paragraph: We are reliably informed that Chalmers and party's application to divert the road at Coal Creek Flat, has not been entertained by the Government. [9,1067,149,1122]
paragraph: The Magistrate said he could not do so; it was beyond his power. [663,1367,804,1390]
table-cell: none [356,1399,393,1411]
telegraphic-item: There was a large attendance at the ploughing match. The competitors numbered five. The weather fine. [159,1979,300,2023]
paragraph: The event of the day was the [977,564,1076,575]
table-cell: 5 [431,1304,452,1316]
column-4 [507,39,658,2040]
section-heading-races: TRADESMEN'S RACES. [824,1484,945,1495]
paragraph: Several civil cases appeared on the sheet for hearing at the R.M.'s Court, Lawrence, on Tuesday last, but were adjourned till Friday. [9,1509,149,1553]
paragraph: Birthday Handicap, of 50 sovs., with a sweep of 7 sovs., the amount accruing from the sweepstakes to go to the second horse. One mile and a half. [965,574,1105,616]
paragraph: Judgment reserved till Friday next. [814,871,955,893]
paragraph: A letter from Mr. Nicolson, with reference to the map of the town of Lawrence, which he had agreed to sell to the Corporation, was read and considered. Mr. Nicolson states that since deciding to sell the map, Mr. Adams had raised objections to its removal from the Survey Office, and that the matter would require to be investigated. Mr. Nicolson, however, offers to make a map on the same scale, which would settle all disputes. [310,458,502,558]
masthead [0,0,1114,35]
paragraph: After some discussion, [171,2214,257,2225]
table-cell: 2 [431,1505,452,1517]
